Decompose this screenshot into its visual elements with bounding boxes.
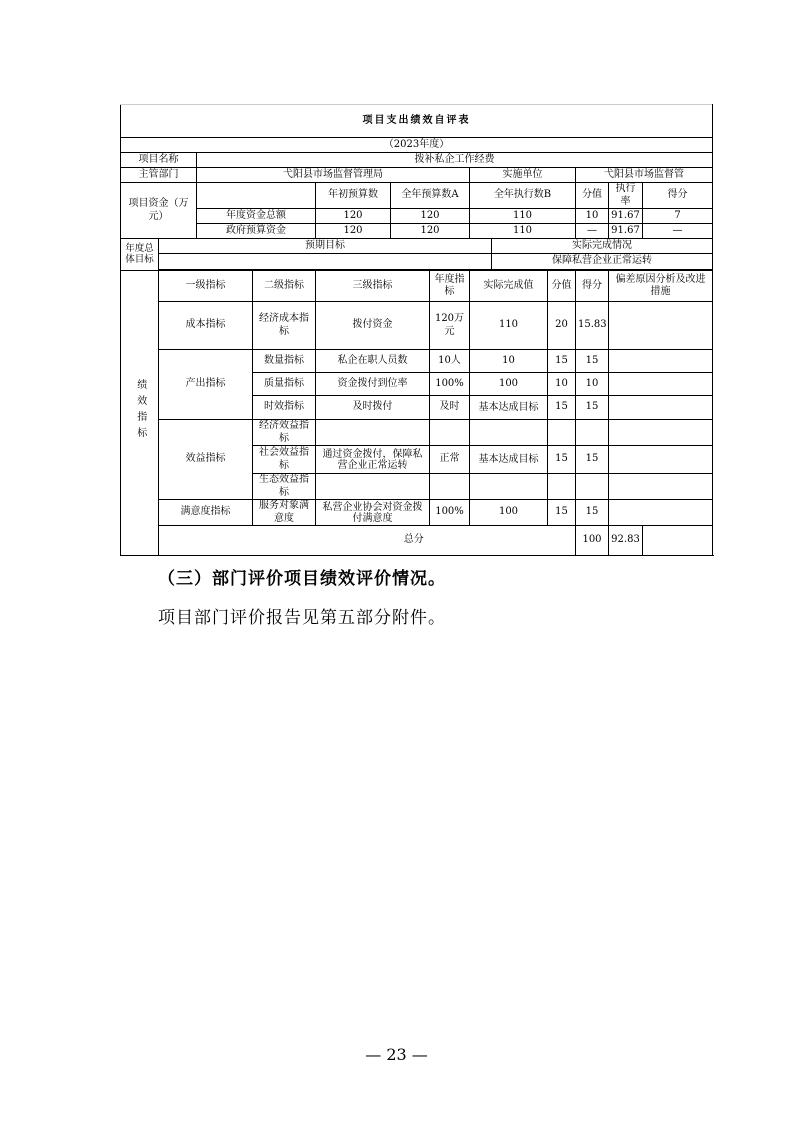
dept-label: 主管部门 xyxy=(121,168,197,183)
ind-l2: 质量指标 xyxy=(253,373,316,396)
funds-header-annual: 全年预算数A xyxy=(391,183,470,209)
ind-actual: 基本达成目标 xyxy=(470,446,548,474)
ind-header-deviation: 偏差原因分析及改进措施 xyxy=(609,271,713,302)
goal-actual-value: 保障私营企业正常运转 xyxy=(492,254,713,270)
funds-row-label: 政府预算资金 xyxy=(197,224,316,239)
funds-header-initial: 年初预算数 xyxy=(316,183,391,209)
ind-target: 10人 xyxy=(430,350,470,373)
ind-l2: 社会效益指标 xyxy=(253,446,316,474)
funds-header-rate: 执行率 xyxy=(609,183,643,209)
goal-expected-value xyxy=(159,254,492,270)
total-got: 92.83 xyxy=(609,526,643,556)
impl-value: 弋阳县市场监督管 xyxy=(576,168,713,183)
ind-l3: 及时拨付 xyxy=(316,396,430,420)
ind-l2: 服务对象满意度 xyxy=(253,500,316,526)
ind-score: 20 xyxy=(548,302,576,350)
ind-l3: 资金拨付到位率 xyxy=(316,373,430,396)
section-heading: （三）部门评价项目绩效评价情况。 xyxy=(158,569,446,589)
ind-actual: 基本达成目标 xyxy=(470,396,548,420)
ind-l3: 拨付资金 xyxy=(316,302,430,350)
ind-header-l1: 一级指标 xyxy=(159,271,253,302)
ind-got: 15 xyxy=(576,446,609,474)
ind-actual: 100 xyxy=(470,500,548,526)
funds-header-score: 分值 xyxy=(576,183,609,209)
ind-got: 10 xyxy=(576,373,609,396)
funds-cell: 10 xyxy=(576,209,609,224)
ind-got: 15 xyxy=(576,396,609,420)
funds-cell: 7 xyxy=(643,209,713,224)
ind-target: 100% xyxy=(430,373,470,396)
ind-header-l2: 二级指标 xyxy=(253,271,316,302)
performance-table-container xyxy=(120,104,706,556)
body-paragraph: 项目部门评价报告见第五部分附件。 xyxy=(158,608,446,628)
funds-header-executed: 全年执行数B xyxy=(470,183,576,209)
dept-value: 弋阳县市场监督管理局 xyxy=(197,168,470,183)
ind-score: 15 xyxy=(548,396,576,420)
ind-header-actual: 实际完成值 xyxy=(470,271,548,302)
funds-cell: 120 xyxy=(316,224,391,239)
funds-cell: 120 xyxy=(391,209,470,224)
ind-score: 15 xyxy=(548,446,576,474)
ind-l3: 私企在职人员数 xyxy=(316,350,430,373)
ind-score: 10 xyxy=(548,373,576,396)
table-title: 项目支出绩效自评表 xyxy=(121,105,713,138)
page-number: — 23 — xyxy=(365,1045,428,1064)
ind-target: 120万元 xyxy=(430,302,470,350)
goal-label: 年度总体目标 xyxy=(121,239,159,271)
ind-l2: 生态效益指标 xyxy=(253,474,316,500)
funds-header-got: 得分 xyxy=(643,183,713,209)
impl-label: 实施单位 xyxy=(470,168,576,183)
total-label: 总分 xyxy=(253,526,576,556)
ind-l1: 效益指标 xyxy=(159,420,253,500)
performance-self-evaluation-table xyxy=(120,104,713,556)
ind-header-score: 分值 xyxy=(548,271,576,302)
ind-score: 15 xyxy=(548,350,576,373)
funds-cell: — xyxy=(576,224,609,239)
funds-cell: 91.67 xyxy=(609,209,643,224)
project-name-value: 拨补私企工作经费 xyxy=(197,153,713,168)
ind-l1: 满意度指标 xyxy=(159,500,253,526)
funds-cell: 91.67 xyxy=(609,224,643,239)
funds-label: 项目资金（万元） xyxy=(121,183,197,239)
funds-cell: 120 xyxy=(391,224,470,239)
ind-l2: 经济效益指标 xyxy=(253,420,316,446)
ind-target: 及时 xyxy=(430,396,470,420)
project-name-label: 项目名称 xyxy=(121,153,197,168)
ind-got: 15.83 xyxy=(576,302,609,350)
table-year: （2023年度） xyxy=(121,138,713,153)
ind-l2: 经济成本指标 xyxy=(253,302,316,350)
ind-actual: 100 xyxy=(470,373,548,396)
ind-got: 15 xyxy=(576,350,609,373)
ind-actual: 110 xyxy=(470,302,548,350)
funds-cell: 120 xyxy=(316,209,391,224)
ind-header-target: 年度指标 xyxy=(430,271,470,302)
ind-l1: 产出指标 xyxy=(159,350,253,420)
total-score: 100 xyxy=(576,526,609,556)
ind-header-got: 得分 xyxy=(576,271,609,302)
ind-actual: 10 xyxy=(470,350,548,373)
ind-l2: 数量指标 xyxy=(253,350,316,373)
ind-score: 15 xyxy=(548,500,576,526)
funds-row-label: 年度资金总额 xyxy=(197,209,316,224)
funds-cell: 110 xyxy=(470,209,576,224)
ind-header-l3: 三级指标 xyxy=(316,271,430,302)
ind-target: 正常 xyxy=(430,446,470,474)
funds-cell: — xyxy=(643,224,713,239)
ind-got: 15 xyxy=(576,500,609,526)
ind-target: 100% xyxy=(430,500,470,526)
ind-l1: 成本指标 xyxy=(159,302,253,350)
funds-cell: 110 xyxy=(470,224,576,239)
indicators-label: 绩效指标 xyxy=(121,271,159,556)
ind-l3: 通过资金拨付，保障私营企业正常运转 xyxy=(316,446,430,474)
goal-expected-label: 预期目标 xyxy=(159,239,492,254)
goal-actual-label: 实际完成情况 xyxy=(492,239,713,254)
ind-l3: 私营企业协会对资金拨付满意度 xyxy=(316,500,430,526)
ind-l2: 时效指标 xyxy=(253,396,316,420)
